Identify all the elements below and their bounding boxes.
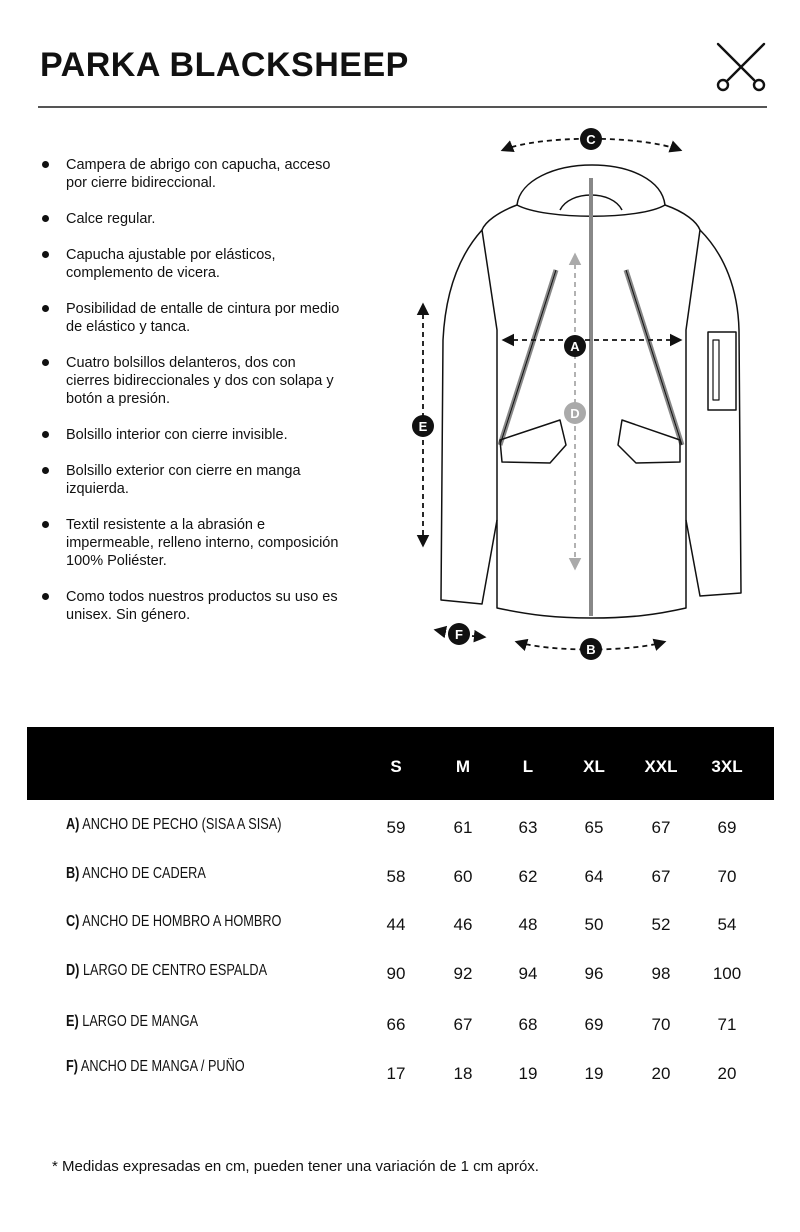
svg-text:C: C — [586, 132, 596, 147]
svg-text:B: B — [586, 642, 596, 657]
table-row — [0, 1058, 800, 1088]
dimension-marker-f — [448, 623, 470, 645]
table-cell: 20 — [651, 1064, 671, 1083]
size-header-3xl: 3XL — [711, 757, 743, 776]
table-cell: 70 — [717, 867, 737, 886]
size-header-s: S — [390, 757, 402, 776]
table-cell: 92 — [453, 964, 473, 983]
feature-list — [40, 156, 340, 642]
table-cell: 52 — [651, 915, 671, 934]
table-cell: 44 — [386, 915, 406, 934]
row-label: ANCHO DE CADERA — [82, 865, 206, 882]
feature-item: Campera de abrigo con capucha, acceso por cierre bidireccional. — [40, 156, 340, 192]
table-cell: 46 — [453, 915, 473, 934]
feature-item: Calce regular. — [40, 210, 340, 228]
dimension-marker-d — [564, 402, 586, 424]
feature-item: Cuatro bolsillos delanteros, dos con cierres bidireccionales y dos con solapa y botón a presión. — [40, 354, 340, 408]
svg-text:E: E — [418, 419, 428, 434]
table-cell: 98 — [651, 964, 671, 983]
size-header-m: M — [455, 757, 471, 776]
table-cell: 20 — [717, 1064, 737, 1083]
feature-item: Capucha ajustable por elásticos, complemento de vicera. — [40, 246, 340, 282]
row-label: ANCHO DE MANGA / PUÑO — [80, 1058, 245, 1075]
row-key: B) — [66, 865, 80, 882]
row-key: D) — [66, 962, 80, 979]
table-cell: 54 — [717, 915, 737, 934]
row-label: LARGO DE MANGA — [82, 1013, 199, 1030]
table-cell: 59 — [386, 818, 406, 837]
table-cell: 19 — [518, 1064, 538, 1083]
row-key: A) — [66, 816, 80, 833]
table-cell: 96 — [584, 964, 604, 983]
svg-text:F: F — [455, 627, 463, 642]
table-cell: 18 — [453, 1064, 473, 1083]
table-cell: 69 — [584, 1015, 604, 1034]
table-cell: 50 — [584, 915, 604, 934]
table-cell: 67 — [651, 818, 671, 837]
feature-item: Bolsillo exterior con cierre en manga izquierda. — [40, 462, 340, 498]
dimension-marker-b — [580, 638, 602, 660]
feature-item: Como todos nuestros productos su uso es unisex. Sin género. — [40, 588, 340, 624]
row-key: E) — [66, 1013, 79, 1030]
table-cell: 19 — [584, 1064, 604, 1083]
table-cell: 100 — [712, 964, 742, 983]
table-cell: 60 — [453, 867, 473, 886]
page-title: PARKA BLACKSHEEP — [40, 46, 409, 84]
dimension-marker-c — [580, 128, 602, 150]
table-cell: 63 — [518, 818, 538, 837]
scissors-icon — [714, 40, 768, 92]
dimension-marker-e — [412, 415, 434, 437]
table-cell: 71 — [717, 1015, 737, 1034]
svg-text:A: A — [570, 339, 580, 354]
size-header-xl: XL — [583, 757, 605, 776]
table-cell: 67 — [651, 867, 671, 886]
table-row — [0, 865, 800, 895]
row-label: ANCHO DE PECHO (SISA A SISA) — [82, 816, 282, 833]
row-label: LARGO DE CENTRO ESPALDA — [82, 962, 268, 979]
table-cell: 69 — [717, 818, 737, 837]
parka-diagram — [405, 120, 765, 670]
size-header-xxl: XXL — [644, 757, 678, 776]
feature-item: Bolsillo interior con cierre invisible. — [40, 426, 340, 444]
table-cell: 48 — [518, 915, 538, 934]
table-cell: 68 — [518, 1015, 538, 1034]
table-cell: 62 — [518, 867, 538, 886]
table-cell: 94 — [518, 964, 538, 983]
size-header-l: L — [522, 757, 534, 776]
table-row — [0, 1013, 800, 1043]
table-cell: 70 — [651, 1015, 671, 1034]
table-cell: 65 — [584, 818, 604, 837]
footnote: * Medidas expresadas en cm, pueden tener una variación de 1 cm apróx. — [52, 1158, 539, 1175]
table-cell: 17 — [386, 1064, 406, 1083]
table-cell: 90 — [386, 964, 406, 983]
table-row — [0, 816, 800, 846]
table-cell: 64 — [584, 867, 604, 886]
feature-item: Posibilidad de entalle de cintura por medio de elástico y tanca. — [40, 300, 340, 336]
table-row — [0, 913, 800, 943]
dimension-marker-a — [564, 335, 586, 357]
table-cell: 58 — [386, 867, 406, 886]
title-divider — [38, 106, 767, 108]
row-label: ANCHO DE HOMBRO A HOMBRO — [82, 913, 282, 930]
feature-item: Textil resistente a la abrasión e impermeable, relleno interno, composición 100% Poliéster. — [40, 516, 340, 570]
table-cell: 66 — [386, 1015, 406, 1034]
table-cell: 61 — [453, 818, 473, 837]
table-cell: 67 — [453, 1015, 473, 1034]
row-key: C) — [66, 913, 80, 930]
row-key: F) — [66, 1058, 79, 1075]
svg-text:D: D — [570, 406, 580, 421]
table-row — [0, 962, 800, 992]
